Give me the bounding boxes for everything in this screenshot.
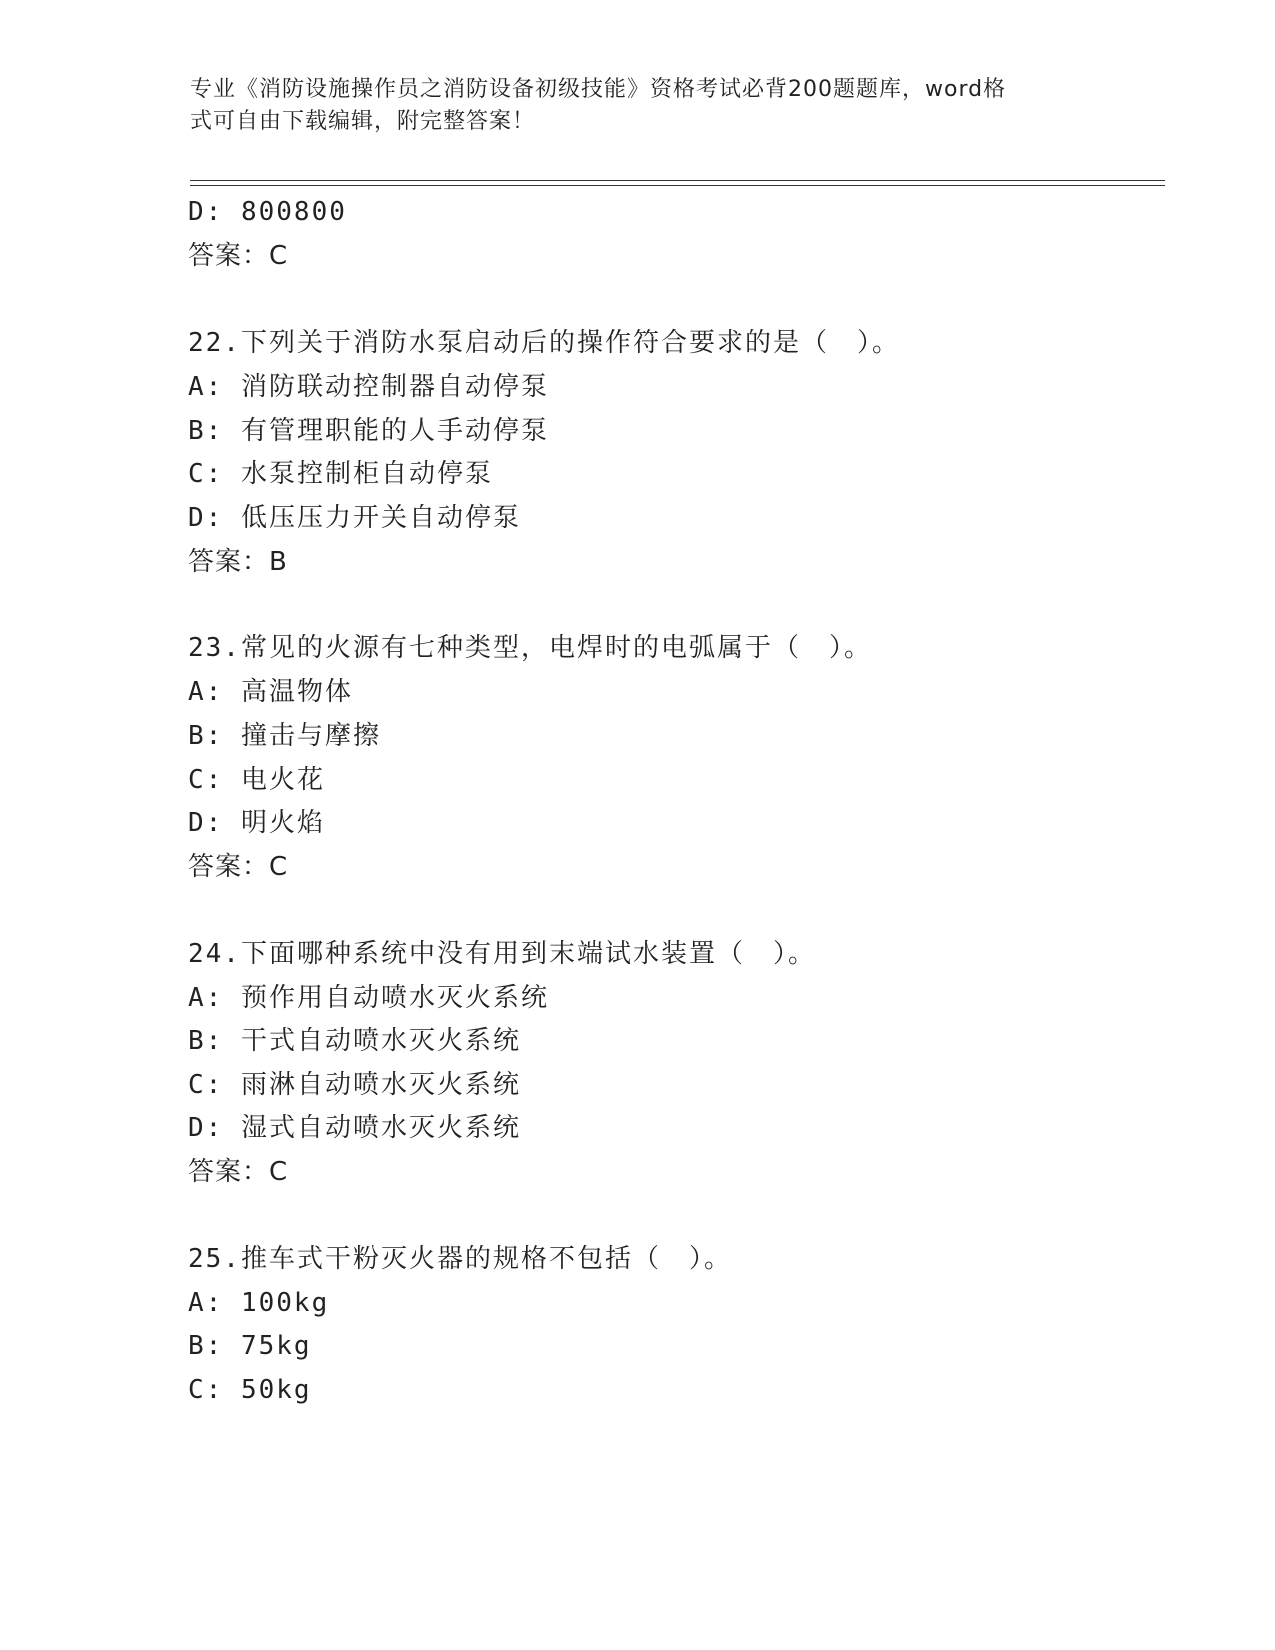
option-c: C: 水泵控制柜自动停泵	[188, 459, 493, 489]
question-stem: 23.常见的火源有七种类型，电焊时的电弧属于（ ）。	[188, 633, 872, 663]
option-d: D: 明火焰	[188, 808, 325, 838]
header-line-2: 式可自由下载编辑，附完整答案！	[190, 109, 536, 134]
header-divider-top	[190, 180, 1165, 181]
answer: 答案：B	[188, 547, 288, 577]
question-stem: 25.推车式干粉灭火器的规格不包括（ ）。	[188, 1244, 732, 1274]
question-stem: 22.下列关于消防水泵启动后的操作符合要求的是（ ）。	[188, 328, 900, 358]
prev-answer: 答案：C	[188, 241, 289, 271]
option-a: A: 100kg	[188, 1288, 330, 1318]
option-d: D: 湿式自动喷水灭火系统	[188, 1113, 521, 1143]
header-divider-bottom	[190, 185, 1165, 186]
answer: 答案：C	[188, 1157, 289, 1187]
option-c: C: 50kg	[188, 1375, 312, 1405]
answer: 答案：C	[188, 852, 289, 882]
document-header	[190, 74, 1090, 138]
option-a: A: 高温物体	[188, 677, 353, 707]
prev-option-d: D: 800800	[188, 197, 347, 227]
option-c: C: 电火花	[188, 765, 325, 795]
option-d: D: 低压压力开关自动停泵	[188, 503, 521, 533]
option-b: B: 撞击与摩擦	[188, 721, 381, 751]
option-c: C: 雨淋自动喷水灭火系统	[188, 1070, 521, 1100]
option-b: B: 干式自动喷水灭火系统	[188, 1026, 521, 1056]
question-stem: 24.下面哪种系统中没有用到末端试水装置（ ）。	[188, 939, 816, 969]
option-b: B: 有管理职能的人手动停泵	[188, 416, 549, 446]
option-a: A: 消防联动控制器自动停泵	[188, 372, 549, 402]
option-a: A: 预作用自动喷水灭火系统	[188, 983, 549, 1013]
header-line-1: 专业《消防设施操作员之消防设备初级技能》资格考试必背200题题库，word格	[190, 77, 1007, 102]
option-b: B: 75kg	[188, 1331, 312, 1361]
